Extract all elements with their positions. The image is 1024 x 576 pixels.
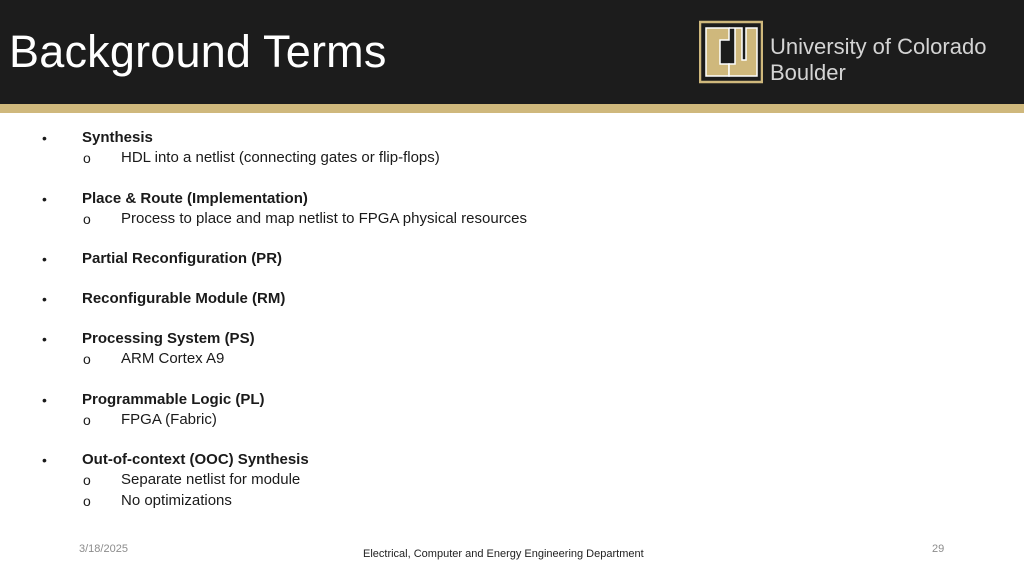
term-row bbox=[0, 289, 1024, 309]
sub-bullet-icon: o bbox=[83, 210, 91, 227]
page-title: Background Terms bbox=[9, 26, 387, 77]
cu-logo-icon bbox=[699, 20, 763, 84]
sub-item-text: Process to place and map netlist to FPGA physical resources bbox=[121, 209, 528, 227]
term-item bbox=[0, 249, 1024, 269]
logo-text-line2: Boulder bbox=[770, 60, 846, 85]
sub-bullet-icon: o bbox=[83, 411, 91, 428]
term-item bbox=[0, 450, 1024, 511]
term-row bbox=[0, 189, 1024, 209]
sub-bullet-icon: o bbox=[83, 472, 91, 488]
term-row bbox=[0, 390, 1024, 410]
bullet-icon: • bbox=[42, 291, 47, 307]
sub-item-text: No optimizations bbox=[121, 491, 232, 509]
sub-item bbox=[0, 148, 1024, 169]
bullet-icon: • bbox=[42, 452, 47, 468]
header-accent-bar bbox=[0, 104, 1024, 113]
sub-bullet-icon: o bbox=[83, 351, 91, 367]
sub-item-text: HDL into a netlist (connecting gates or flip-flops) bbox=[121, 149, 440, 166]
sub-item-text: Separate netlist for module bbox=[121, 471, 301, 488]
university-logo bbox=[699, 20, 999, 84]
sub-item bbox=[0, 209, 1024, 230]
term-row bbox=[0, 450, 1024, 470]
term-row bbox=[0, 249, 1024, 269]
sub-item bbox=[0, 349, 1024, 370]
term-item bbox=[0, 390, 1024, 431]
term-item bbox=[0, 329, 1024, 370]
bullet-icon: • bbox=[42, 251, 47, 267]
terms-list bbox=[0, 128, 1024, 531]
bullet-icon: • bbox=[42, 130, 47, 146]
sub-item bbox=[0, 491, 1024, 512]
bullet-icon: • bbox=[42, 391, 47, 408]
term-label: Reconfigurable Module (RM) bbox=[82, 290, 286, 307]
sub-item-text: ARM Cortex A9 bbox=[121, 350, 225, 367]
bullet-icon: • bbox=[42, 331, 47, 347]
term-label: Processing System (PS) bbox=[82, 330, 255, 347]
term-label: Partial Reconfiguration (PR) bbox=[82, 250, 283, 267]
term-label: Place & Route (Implementation) bbox=[82, 189, 308, 207]
term-row bbox=[0, 329, 1024, 349]
slide-header bbox=[0, 0, 1024, 104]
term-item bbox=[0, 128, 1024, 169]
term-label: Programmable Logic (PL) bbox=[82, 390, 265, 408]
term-item bbox=[0, 189, 1024, 230]
sub-item bbox=[0, 470, 1024, 491]
term-row bbox=[0, 128, 1024, 148]
sub-item bbox=[0, 410, 1024, 431]
sub-bullet-icon: o bbox=[83, 150, 91, 166]
footer-department: Electrical, Computer and Energy Engineering Department bbox=[363, 548, 644, 560]
term-label: Synthesis bbox=[82, 129, 153, 146]
sub-bullet-icon: o bbox=[83, 492, 91, 509]
term-item bbox=[0, 289, 1024, 309]
sub-item-text: FPGA (Fabric) bbox=[121, 410, 217, 428]
footer-date: 3/18/2025 bbox=[79, 543, 128, 555]
page-number: 29 bbox=[932, 543, 945, 555]
logo-text-line1: University of Colorado bbox=[770, 34, 987, 59]
term-label: Out-of-context (OOC) Synthesis bbox=[82, 451, 309, 468]
bullet-icon: • bbox=[42, 190, 47, 207]
